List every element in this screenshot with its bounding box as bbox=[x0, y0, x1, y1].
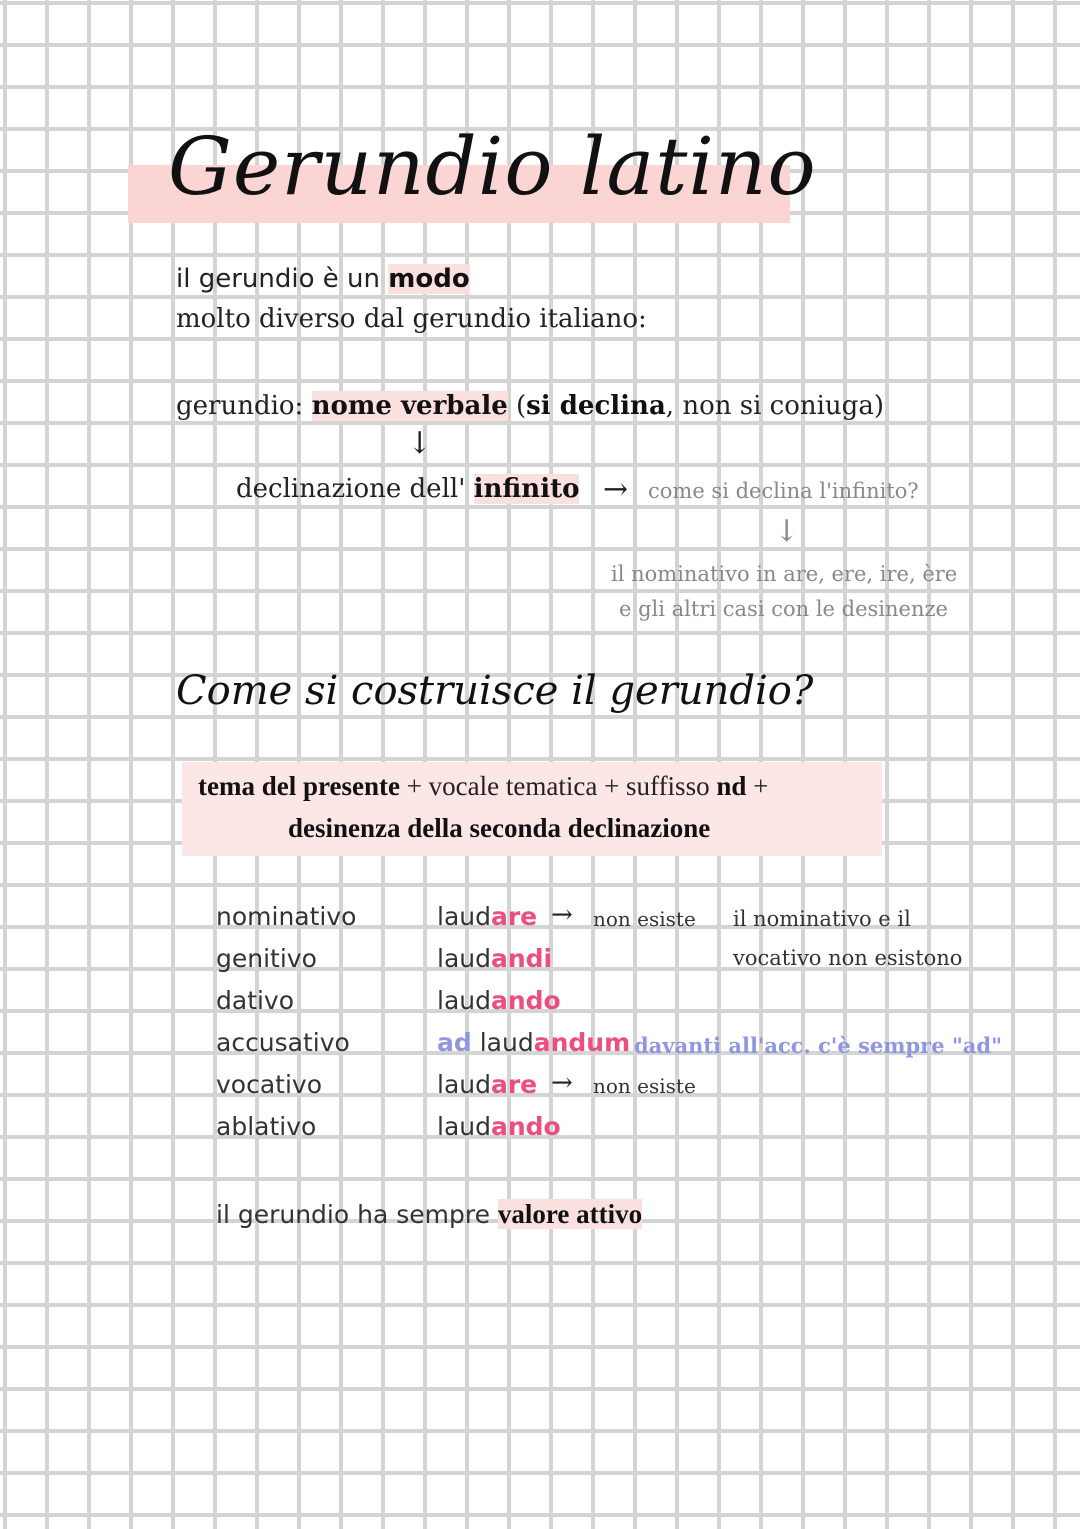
conclusion bbox=[216, 1199, 642, 1230]
case-label: genitivo bbox=[216, 944, 317, 973]
page-title: Gerundio latino bbox=[168, 120, 817, 213]
intro-text: il gerundio è un bbox=[176, 264, 389, 294]
side-note-line-1: il nominativo e il bbox=[733, 907, 911, 931]
conclusion-keyword: valore attivo bbox=[497, 1199, 643, 1229]
form-ending: ando bbox=[490, 986, 561, 1015]
definition-keyword: nome verbale bbox=[311, 391, 508, 421]
form-stem: laud bbox=[479, 1028, 534, 1057]
form-ending: andi bbox=[490, 944, 553, 973]
case-form bbox=[437, 1028, 630, 1057]
form-stem: laud bbox=[437, 986, 491, 1015]
arrow-down-icon-2: ↓ bbox=[774, 514, 800, 549]
form-ending: are bbox=[490, 1070, 538, 1099]
declension-prefix: declinazione dell' bbox=[236, 474, 474, 504]
answer-line-1: il nominativo in are, ere, ire, ère bbox=[611, 562, 958, 586]
definition-paren-rest: , non si coniuga) bbox=[665, 391, 884, 421]
formula-line-1 bbox=[198, 771, 768, 802]
form-ending: ando bbox=[490, 1112, 561, 1141]
case-label: ablativo bbox=[216, 1112, 317, 1141]
form-ending: andum bbox=[533, 1028, 631, 1057]
declension-keyword: infinito bbox=[473, 474, 580, 504]
form-stem: laud bbox=[437, 1112, 491, 1141]
declension-question: come si declina l'infinito? bbox=[648, 479, 919, 503]
section-subtitle: Come si costruisce il gerundio? bbox=[176, 668, 814, 714]
definition-prefix: gerundio: bbox=[176, 391, 312, 421]
definition-paren-keyword: si declina bbox=[526, 391, 666, 421]
case-form bbox=[437, 1070, 537, 1099]
intro-line-2: molto diverso dal gerundio italiano: bbox=[176, 304, 647, 334]
formula-line-2-text: desinenza della seconda declinazione bbox=[288, 813, 711, 843]
case-note: davanti all'acc. c'è sempre "ad" bbox=[634, 1033, 1003, 1058]
form-ending: are bbox=[490, 902, 538, 931]
formula-part-1: tema del presente bbox=[198, 771, 400, 801]
intro-keyword: modo bbox=[388, 264, 470, 294]
arrow-right-icon: → bbox=[551, 1068, 573, 1098]
case-note: non esiste bbox=[593, 1074, 696, 1098]
case-form bbox=[437, 902, 537, 931]
arrow-down-icon: ↓ bbox=[407, 426, 433, 461]
case-label: vocativo bbox=[216, 1070, 322, 1099]
form-stem: laud bbox=[437, 1070, 491, 1099]
case-label: nominativo bbox=[216, 902, 357, 931]
case-label: accusativo bbox=[216, 1028, 350, 1057]
case-form bbox=[437, 944, 552, 973]
formula-part-4: + bbox=[746, 771, 769, 801]
side-note-line-2: vocativo non esistono bbox=[733, 946, 963, 970]
formula-part-2: + vocale tematica + suffisso bbox=[399, 771, 717, 801]
conclusion-text: il gerundio ha sempre bbox=[216, 1200, 498, 1229]
form-stem: laud bbox=[437, 902, 491, 931]
form-preposition: ad bbox=[437, 1028, 472, 1057]
formula-line-2 bbox=[288, 813, 710, 844]
definition-paren-open: ( bbox=[507, 391, 527, 421]
arrow-right-icon: → bbox=[551, 900, 573, 930]
form-stem: laud bbox=[437, 944, 491, 973]
formula-part-3: nd bbox=[716, 771, 747, 801]
case-label: dativo bbox=[216, 986, 295, 1015]
intro-line-1 bbox=[176, 264, 470, 294]
definition-line bbox=[176, 391, 884, 421]
answer-line-2: e gli altri casi con le desinenze bbox=[619, 597, 948, 621]
arrow-right-icon: → bbox=[603, 472, 629, 507]
case-form bbox=[437, 986, 561, 1015]
declension-line bbox=[236, 474, 579, 504]
case-form bbox=[437, 1112, 561, 1141]
case-note: non esiste bbox=[593, 907, 696, 931]
